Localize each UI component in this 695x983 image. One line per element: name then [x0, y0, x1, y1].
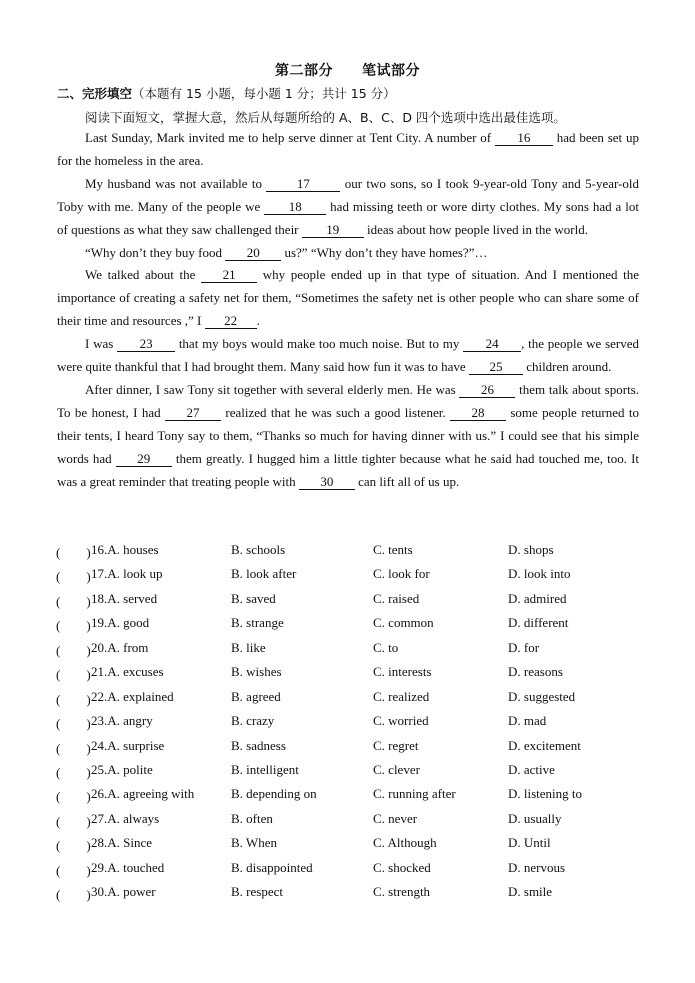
passage-text: realized that he was such a good listener.: [221, 404, 450, 420]
option-d: D. active: [508, 761, 555, 777]
answer-paren[interactable]: ( ): [56, 740, 91, 756]
passage-text: us?” “Why don’t they have homes?”…: [281, 244, 488, 260]
blank-25: 25: [469, 359, 523, 375]
option-b: B. crazy: [231, 713, 275, 729]
question-row: [56, 588, 656, 612]
page-title: 第二部分 笔试部分: [275, 63, 420, 79]
option-b: B. schools: [231, 542, 286, 557]
option-d: D. suggested: [508, 688, 576, 704]
answer-paren[interactable]: ( ): [56, 862, 91, 878]
option-d: D. nervous: [508, 859, 566, 875]
option-b: B. wishes: [231, 664, 282, 680]
blank-23: 23: [117, 336, 175, 352]
option-a: 27.A. always: [91, 810, 160, 826]
option-c: C. raised: [373, 590, 420, 606]
option-b: B. respect: [231, 884, 283, 900]
answer-paren[interactable]: ( ): [56, 887, 91, 903]
paragraph-2: [57, 173, 639, 242]
option-d: D. smile: [508, 884, 553, 900]
passage-text: .: [256, 313, 260, 329]
option-d: D. different: [508, 615, 569, 631]
option-c: C. shocked: [373, 859, 431, 875]
option-a: 16.A. houses: [91, 542, 159, 557]
passage-text: had been set up for the homeless in the area.: [57, 130, 639, 168]
answer-paren[interactable]: ( ): [56, 569, 91, 585]
passage-text: some people returned to their tents, I heard Tony say to them, “Thanks so much for having dinner with us.” I could see that his simple words had: [57, 404, 640, 466]
question-row: [56, 857, 656, 881]
option-c: C. running after: [373, 786, 456, 802]
blank-26: 26: [459, 382, 515, 398]
blank-20: 20: [225, 245, 281, 261]
option-c: C. look for: [373, 566, 430, 582]
option-c: C. never: [373, 810, 418, 826]
passage-text: We talked about the: [85, 267, 202, 283]
passage-text: My husband was not available to: [85, 175, 267, 191]
option-c: C. strength: [373, 884, 431, 900]
answer-paren[interactable]: ( ): [56, 545, 91, 560]
option-c: C. regret: [373, 737, 419, 753]
option-d: D. excitement: [508, 737, 581, 753]
option-a: 19.A. good: [91, 615, 150, 631]
answer-paren[interactable]: ( ): [56, 764, 91, 780]
paragraph-1: [57, 127, 639, 173]
option-c: C. tents: [373, 542, 413, 557]
answer-paren[interactable]: ( ): [56, 716, 91, 732]
option-c: C. Although: [373, 835, 437, 851]
option-a: 25.A. polite: [91, 761, 153, 777]
question-row: [56, 759, 656, 783]
option-b: B. saved: [231, 590, 276, 606]
passage-text: children around.: [522, 359, 612, 375]
option-a: 18.A. served: [91, 590, 158, 606]
instructions: 阅读下面短文，掌握大意，然后从每题所给的 A、B、C、D 四个选项中选出最佳选项。: [85, 110, 566, 125]
answer-paren[interactable]: ( ): [56, 691, 91, 707]
passage-text: , the people we served were quite thankful that I had brought them. Many said how fun it was to have: [57, 336, 640, 375]
passage-text: After dinner, I saw Tony sit together with several elderly men. He was: [85, 381, 460, 397]
section-info: （本题有 15 小题，每小题 1 分；共计 15 分）: [132, 86, 396, 101]
blank-22: 22: [205, 313, 257, 329]
option-b: B. strange: [231, 615, 284, 631]
answer-paren[interactable]: ( ): [56, 642, 91, 658]
option-d: D. for: [508, 639, 540, 655]
passage-text: that my boys would make too much noise. But to my: [175, 336, 464, 352]
option-b: B. disappointed: [231, 859, 313, 875]
option-b: B. When: [231, 835, 277, 851]
option-a: 24.A. surprise: [91, 737, 165, 753]
section-label: 二、完形填空: [57, 86, 133, 101]
option-d: D. reasons: [508, 664, 563, 680]
option-d: D. look into: [508, 566, 571, 582]
option-b: B. agreed: [231, 688, 281, 704]
question-row: [56, 686, 656, 710]
passage-text: “Why don’t they buy food: [85, 244, 226, 260]
blank-27: 27: [165, 405, 221, 421]
option-b: B. intelligent: [231, 761, 299, 777]
blank-19: 19: [302, 222, 364, 238]
blank-18: 18: [264, 199, 326, 215]
paragraph-6: [57, 379, 639, 494]
option-a: 23.A. angry: [91, 713, 153, 729]
passage-text: Last Sunday, Mark invited me to help serve dinner at Tent City. A number of: [85, 130, 495, 145]
question-row: [56, 832, 656, 856]
option-d: D. listening to: [508, 786, 583, 802]
answer-paren[interactable]: ( ): [56, 838, 91, 854]
blank-24: 24: [463, 336, 521, 352]
question-options: [56, 539, 656, 906]
question-row: [56, 637, 656, 661]
question-row: [56, 661, 656, 685]
option-a: 29.A. touched: [91, 859, 165, 875]
option-a: 17.A. look up: [91, 566, 163, 582]
option-d: D. usually: [508, 810, 562, 826]
question-row: [56, 710, 656, 734]
passage-text: had missing teeth or wore dirty clothes. My sons had a lot of questions as what they saw challenged their: [57, 198, 639, 237]
question-row: [56, 735, 656, 759]
answer-paren[interactable]: ( ): [56, 667, 91, 683]
question-row: [56, 563, 656, 587]
option-a: 21.A. excuses: [91, 664, 164, 680]
blank-28: 28: [450, 405, 506, 421]
option-a: 28.A. Since: [91, 835, 153, 851]
question-row: [56, 783, 656, 807]
passage-text: them greatly. I hugged him a little tighter because what he said had touched me, too. It was a great reminder that treating people with: [57, 450, 640, 489]
question-row: [56, 612, 656, 636]
paragraph-5: [57, 333, 639, 379]
option-b: B. like: [231, 639, 266, 655]
paragraph-3: [57, 242, 639, 265]
option-a: 20.A. from: [91, 639, 149, 655]
cloze-passage: [57, 127, 639, 494]
blank-17: 17: [266, 176, 340, 192]
question-row: [56, 539, 656, 563]
option-d: D. admired: [508, 590, 567, 606]
passage-text: why people ended up in that type of situation. And I mentioned the importance of creating a safety net for them, “Sometimes the safety net is other people who can share some of their time and resources ,” I: [57, 267, 640, 329]
blank-29: 29: [116, 451, 172, 467]
option-d: D. mad: [508, 713, 547, 729]
option-a: 22.A. explained: [91, 688, 174, 704]
passage-text: can lift all of us up.: [354, 473, 460, 489]
option-c: C. worried: [373, 713, 429, 729]
option-b: B. sadness: [231, 737, 286, 753]
option-a: 30.A. power: [91, 884, 156, 900]
option-b: B. depending on: [231, 786, 317, 802]
question-row: [56, 808, 656, 832]
answer-paren[interactable]: ( ): [56, 813, 91, 829]
passage-text: them talk about sports. To be honest, I had: [57, 381, 639, 420]
option-a: 26.A. agreeing with: [91, 786, 195, 802]
section-heading: [57, 84, 396, 102]
answer-paren[interactable]: ( ): [56, 593, 91, 609]
passage-text: ideas about how people lived in the world.: [363, 221, 588, 237]
passage-text: our two sons, so I took 9-year-old Tony and 5-year-old Toby with me. Many of the people we: [57, 175, 639, 214]
option-c: C. to: [373, 639, 399, 655]
option-b: B. look after: [231, 566, 297, 582]
option-c: C. realized: [373, 688, 430, 704]
option-c: C. common: [373, 615, 434, 631]
option-c: C. interests: [373, 664, 432, 680]
answer-paren[interactable]: ( ): [56, 789, 91, 805]
option-d: D. shops: [508, 542, 554, 557]
answer-paren[interactable]: ( ): [56, 618, 91, 634]
option-b: B. often: [231, 810, 273, 826]
blank-16: 16: [495, 130, 553, 146]
question-row: [56, 881, 656, 905]
blank-30: 30: [299, 474, 355, 490]
option-d: D. Until: [508, 835, 551, 851]
option-c: C. clever: [373, 761, 420, 777]
blank-21: 21: [201, 267, 257, 283]
passage-text: I was: [85, 336, 118, 352]
paragraph-4: [57, 264, 639, 333]
